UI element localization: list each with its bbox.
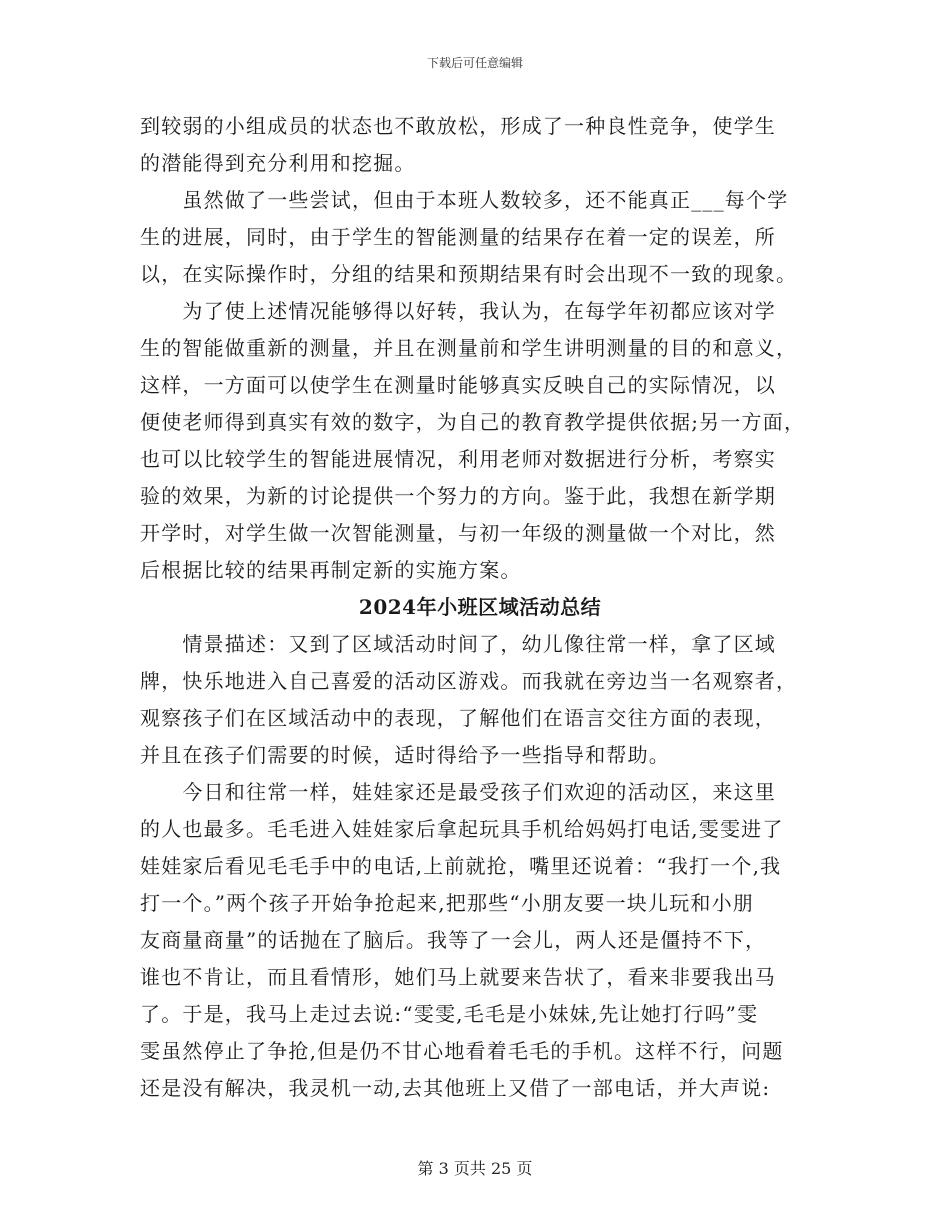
paragraph-line: 验的效果，为新的讨论提供一个努力的方向。鉴于此，我想在新学期 — [140, 484, 776, 508]
paragraph-line: 便使老师得到真实有效的数字，为自己的教育教学提供依据;另一方面， — [140, 410, 806, 434]
document-body — [140, 108, 820, 1107]
paragraph-line: 生的进展，同时，由于学生的智能测量的结果存在着一定的误差，所 — [140, 225, 776, 249]
paragraph-line: 牌，快乐地进入自己喜爱的活动区游戏。而我就在旁边当一名观察者， — [140, 669, 798, 693]
paragraph-line: 娃娃家后看见毛毛手中的电话,上前就抢，嘴里还说着：“我打一个,我 — [140, 854, 782, 878]
page-header: 下载后可任意编辑 — [426, 56, 523, 70]
paragraph-line: 为了使上述情况能够得以好转，我认为，在每学年初都应该对学 — [140, 299, 776, 323]
section-previous-summary — [140, 108, 820, 589]
paragraph-line: 的人也最多。毛毛进入娃娃家后拿起玩具手机给妈妈打电话,雯雯进了 — [140, 817, 784, 841]
paragraph-line: 到较弱的小组成员的状态也不敢放松，形成了一种良性竞争，使学生 — [140, 114, 776, 138]
paragraph-line: 生的智能做重新的测量，并且在测量前和学生讲明测量的目的和意义， — [140, 336, 798, 360]
paragraph-line: 并且在孩子们需要的时候，适时得给予一些指导和帮助。 — [140, 743, 670, 767]
paragraph-line: 后根据比较的结果再制定新的实施方案。 — [140, 558, 522, 582]
paragraph-line: 雯虽然停止了争抢,但是仍不甘心地看着毛毛的手机。这样不行，问题 — [140, 1039, 784, 1063]
paragraph-line: 友商量商量”的话抛在了脑后。我等了一会儿，两人还是僵持不下， — [140, 928, 767, 952]
paragraph-line: 观察孩子们在区域活动中的表现，了解他们在语言交往方面的表现， — [140, 706, 776, 730]
paragraph-line: 了。于是，我马上走过去说:“雯雯,毛毛是小妹妹,先让她打行吗”雯 — [140, 1002, 759, 1026]
section-title: 2024年小班区域活动总结 — [358, 595, 602, 619]
paragraph-line: 今日和往常一样，娃娃家还是最受孩子们欢迎的活动区，来这里 — [140, 780, 776, 804]
paragraph-line: 还是没有解决，我灵机一动,去其他班上又借了一部电话，并大声说: — [140, 1076, 771, 1100]
page-number-footer: 第 3 页共 25 页 — [417, 1159, 533, 1178]
paragraph-line: 的潜能得到充分利用和挖掘。 — [140, 151, 416, 175]
paragraph-line: 也可以比较学生的智能进展情况，利用老师对数据进行分析，考察实 — [140, 447, 776, 471]
paragraph-line: 开学时，对学生做一次智能测量，与初一年级的测量做一个对比，然 — [140, 521, 776, 545]
paragraph-line: 虽然做了一些尝试，但由于本班人数较多，还不能真正___每个学 — [140, 188, 789, 212]
paragraph-line: 谁也不肯让，而且看情形，她们马上就要来告状了，看来非要我出马 — [140, 965, 776, 989]
section-area-activity-summary — [140, 626, 820, 1107]
paragraph-line: 打一个。”两个孩子开始争抢起来,把那些“小朋友要一块儿玩和小朋 — [140, 891, 755, 915]
paragraph-line: 这样，一方面可以使学生在测量时能够真实反映自己的实际情况，以 — [140, 373, 776, 397]
paragraph-line: 以，在实际操作时，分组的结果和预期结果有时会出现不一致的现象。 — [140, 262, 798, 286]
paragraph-line: 情景描述：又到了区域活动时间了，幼儿像往常一样，拿了区域 — [140, 632, 776, 656]
